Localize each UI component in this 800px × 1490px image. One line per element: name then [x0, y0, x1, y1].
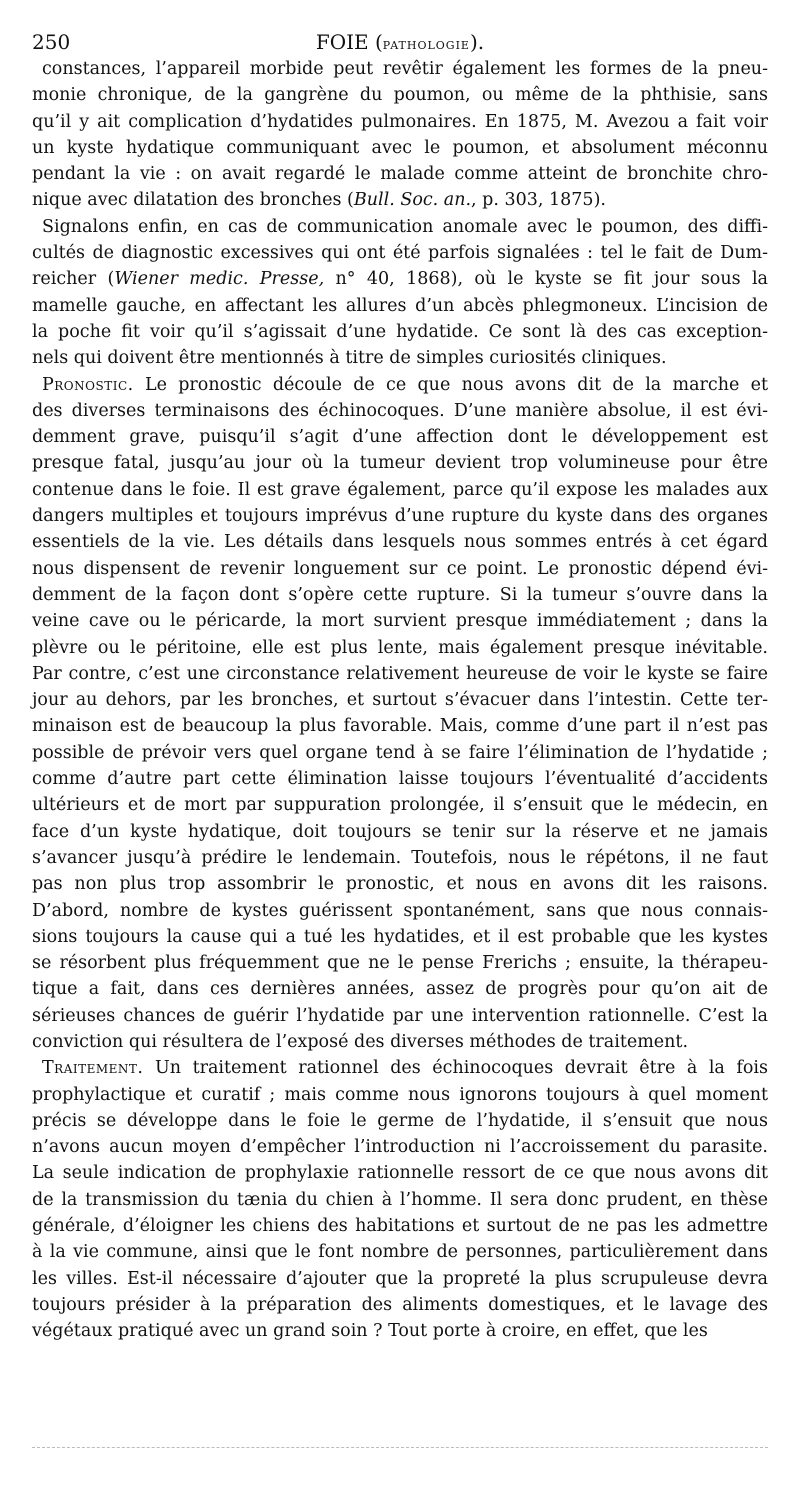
text-run: tique a fait, dans ces dernières années, assez de progrès pour qu’on ait de: [32, 979, 768, 1000]
text-run: pendant la vie : on avait regardé le malade comme atteint de bronchite chro-: [32, 164, 768, 185]
text-run: mamelle gauche, en affectant les allures d’un abcès phlegmoneux. L’incision de: [32, 295, 768, 316]
running-head: [32, 28, 768, 56]
text-line: [32, 819, 768, 845]
text-line: [32, 1266, 768, 1292]
text-line: [32, 898, 768, 924]
text-line: [32, 845, 768, 871]
text-line: [32, 556, 768, 582]
text-run: la poche fit voir qu’il s’agissait d’une hydatide. Ce sont là des cas exception-: [32, 321, 768, 342]
text-run: nels qui doivent être mentionnés à titre de simples curiosités cliniques.: [32, 348, 667, 369]
text-line: [32, 635, 768, 661]
footer-rule: [32, 1447, 768, 1448]
text-line: [32, 1108, 768, 1134]
paragraph: [32, 372, 768, 1056]
book-page: [32, 28, 768, 1345]
text-line: [32, 503, 768, 529]
text-line: [32, 424, 768, 450]
text-line: [32, 582, 768, 608]
text-run: des diverses terminaisons des échinocoques. D’une manière absolue, il est évi-: [32, 400, 768, 421]
text-line: [32, 1292, 768, 1318]
section-heading: Pronostic.: [42, 374, 134, 395]
running-title-sub: pathologie: [382, 34, 470, 53]
text-run: , p. 303, 1875).: [471, 190, 606, 211]
text-run: s’avancer jusqu’à prédire le lendemain. Toutefois, nous le répétons, il ne faut: [32, 847, 768, 868]
text-line: [32, 740, 768, 766]
text-line: [32, 82, 768, 108]
text-run: veine cave ou le péricarde, la mort survient presque immédiatement ; dans la: [32, 611, 768, 632]
text-run: un kyste hydatique communiquant avec le poumon, et absolument méconnu: [32, 137, 768, 158]
text-run: monie chronique, de la gangrène du poumon, ou même de la phthisie, sans: [32, 85, 768, 106]
running-title-main: FOIE (: [315, 30, 383, 54]
text-run: contenue dans le foie. Il est grave également, parce qu’il expose les malades aux: [32, 479, 768, 500]
text-line: [32, 293, 768, 319]
text-run: prophylactique et curatif ; mais comme nous ignorons toujours à quel moment: [32, 1084, 768, 1105]
text-line: [32, 398, 768, 424]
paragraph: [32, 214, 768, 372]
running-title-end: ).: [469, 30, 485, 54]
text-line: [32, 135, 768, 161]
text-line: [32, 1134, 768, 1160]
text-line: [32, 687, 768, 713]
text-line: [32, 529, 768, 555]
text-run: D’abord, nombre de kystes guérissent spontanément, sans que nous connais-: [32, 900, 768, 921]
text-run: comme d’autre part cette élimination laisse toujours l’éventualité d’accidents: [32, 769, 768, 790]
text-run: les villes. Est-il nécessaire d’ajouter que la propreté la plus scrupuleuse devra: [32, 1268, 768, 1289]
text-run: n° 40, 1868), où le kyste se fit jour sous la: [324, 269, 768, 290]
text-run: à la vie commune, ainsi que le font nombre de personnes, particulièrement dans: [32, 1242, 768, 1263]
text-run: végétaux pratiqué avec un grand soin ? Tout porte à croire, en effet, que les: [32, 1321, 708, 1342]
text-run: n’avons aucun moyen d’empêcher l’introduction ni l’accroissement du parasite.: [32, 1137, 768, 1158]
text-line: [32, 713, 768, 739]
text-run: reicher (: [32, 269, 115, 290]
text-run: ultérieurs et de mort par suppuration prolongée, il s’ensuit que le médecin, en: [32, 795, 768, 816]
paragraph: [32, 1055, 768, 1344]
text-line: [32, 345, 768, 371]
text-run: générale, d’éloigner les chiens des habitations et surtout de ne pas les admettre: [32, 1216, 768, 1237]
text-run: nous dispensent de revenir longuement sur ce point. Le pronostic dépend évi-: [32, 558, 768, 579]
text-line: [32, 1239, 768, 1265]
text-run: sions toujours la cause qui a tué les hydatides, et il est probable que les kystes: [32, 926, 768, 947]
text-line: [32, 450, 768, 476]
paragraph: [32, 56, 768, 214]
text-line: [32, 214, 768, 240]
text-run: constances, l’appareil morbide peut revêtir également les formes de la pneu-: [42, 59, 768, 79]
body-text: [32, 56, 768, 1345]
text-run: possible de prévoir vers quel organe tend à se faire l’élimination de l’hydatide ;: [32, 742, 768, 763]
text-line: [32, 109, 768, 135]
text-line: [32, 766, 768, 792]
page-number: 250: [32, 30, 71, 54]
text-line: [32, 477, 768, 503]
text-line: [32, 372, 768, 398]
text-line: [32, 1187, 768, 1213]
text-line: [32, 1003, 768, 1029]
text-run: demment de la façon dont s’opère cette rupture. Si la tumeur s’ouvre dans la: [32, 584, 768, 605]
text-line: [32, 1082, 768, 1108]
text-line: [32, 1055, 768, 1081]
text-line: [32, 608, 768, 634]
text-line: [32, 1213, 768, 1239]
section-heading: Traitement.: [42, 1058, 144, 1079]
text-run: toujours présider à la préparation des aliments domestiques, et le lavage des: [32, 1294, 768, 1315]
citation-italic: Wiener medic. Presse,: [114, 269, 325, 290]
text-run: qu’il y ait complication d’hydatides pulmonaires. En 1875, M. Avezou a fait voir: [32, 111, 768, 132]
text-run: précis se développe dans le foie le germe de l’hydatide, il s’ensuit que nous: [32, 1110, 768, 1131]
text-line: [32, 871, 768, 897]
text-run: Signalons enfin, en cas de communication anomale avec le poumon, des diffi-: [42, 216, 768, 237]
text-line: [32, 187, 768, 213]
text-run: nique avec dilatation des bronches (: [32, 190, 354, 211]
text-line: [32, 319, 768, 345]
text-line: [32, 924, 768, 950]
text-line: [32, 661, 768, 687]
text-line: [32, 1029, 768, 1055]
text-run: plèvre ou le péritoine, elle est plus lente, mais également presque inévitable.: [32, 637, 768, 658]
text-line: [32, 56, 768, 82]
text-run: demment grave, puisqu’il s’agit d’une affection dont le développement est: [32, 427, 768, 448]
text-run: presque fatal, jusqu’au jour où la tumeur devient trop volumineuse pour être: [32, 453, 768, 474]
text-line: [32, 161, 768, 187]
text-run: cultés de diagnostic excessives qui ont été parfois signalées : tel le fait de Dum-: [32, 243, 768, 264]
text-line: [32, 792, 768, 818]
text-line: [32, 240, 768, 266]
running-title: [32, 28, 768, 58]
text-run: conviction qui résultera de l’exposé des diverses méthodes de traitement.: [32, 1031, 689, 1052]
text-run: minaison est de beaucoup la plus favorable. Mais, comme d’une part il n’est pas: [32, 716, 768, 737]
text-run: Un traitement rationnel des échinocoques devrait être à la fois: [143, 1058, 768, 1079]
text-run: dangers multiples et toujours imprévus d’une rupture du kyste dans des organes: [32, 506, 768, 527]
text-run: de la transmission du tænia du chien à l’homme. Il sera donc prudent, en thèse: [32, 1189, 768, 1210]
text-line: [32, 950, 768, 976]
text-line: [32, 266, 768, 292]
text-line: [32, 1318, 768, 1344]
text-run: se résorbent plus fréquemment que ne le pense Frerichs ; ensuite, la thérapeu-: [32, 953, 768, 974]
text-line: [32, 976, 768, 1002]
citation-italic: Bull. Soc. an.: [353, 190, 472, 211]
text-run: Le pronostic découle de ce que nous avons dit de la marche et: [133, 374, 768, 395]
text-run: essentiels de la vie. Les détails dans lesquels nous sommes entrés à cet égard: [32, 532, 768, 553]
text-run: pas non plus trop assombrir le pronostic, et nous en avons dit les raisons.: [32, 874, 768, 895]
text-run: face d’un kyste hydatique, doit toujours se tenir sur la réserve et ne jamais: [32, 821, 768, 842]
text-run: Par contre, c’est une circonstance relativement heureuse de voir le kyste se faire: [32, 663, 768, 684]
text-line: [32, 1160, 768, 1186]
text-run: sérieuses chances de guérir l’hydatide par une intervention rationnelle. C’est la: [32, 1005, 768, 1026]
text-run: jour au dehors, par les bronches, et surtout s’évacuer dans l’intestin. Cette ter-: [32, 690, 768, 711]
text-run: La seule indication de prophylaxie rationnelle ressort de ce que nous avons dit: [32, 1163, 768, 1184]
